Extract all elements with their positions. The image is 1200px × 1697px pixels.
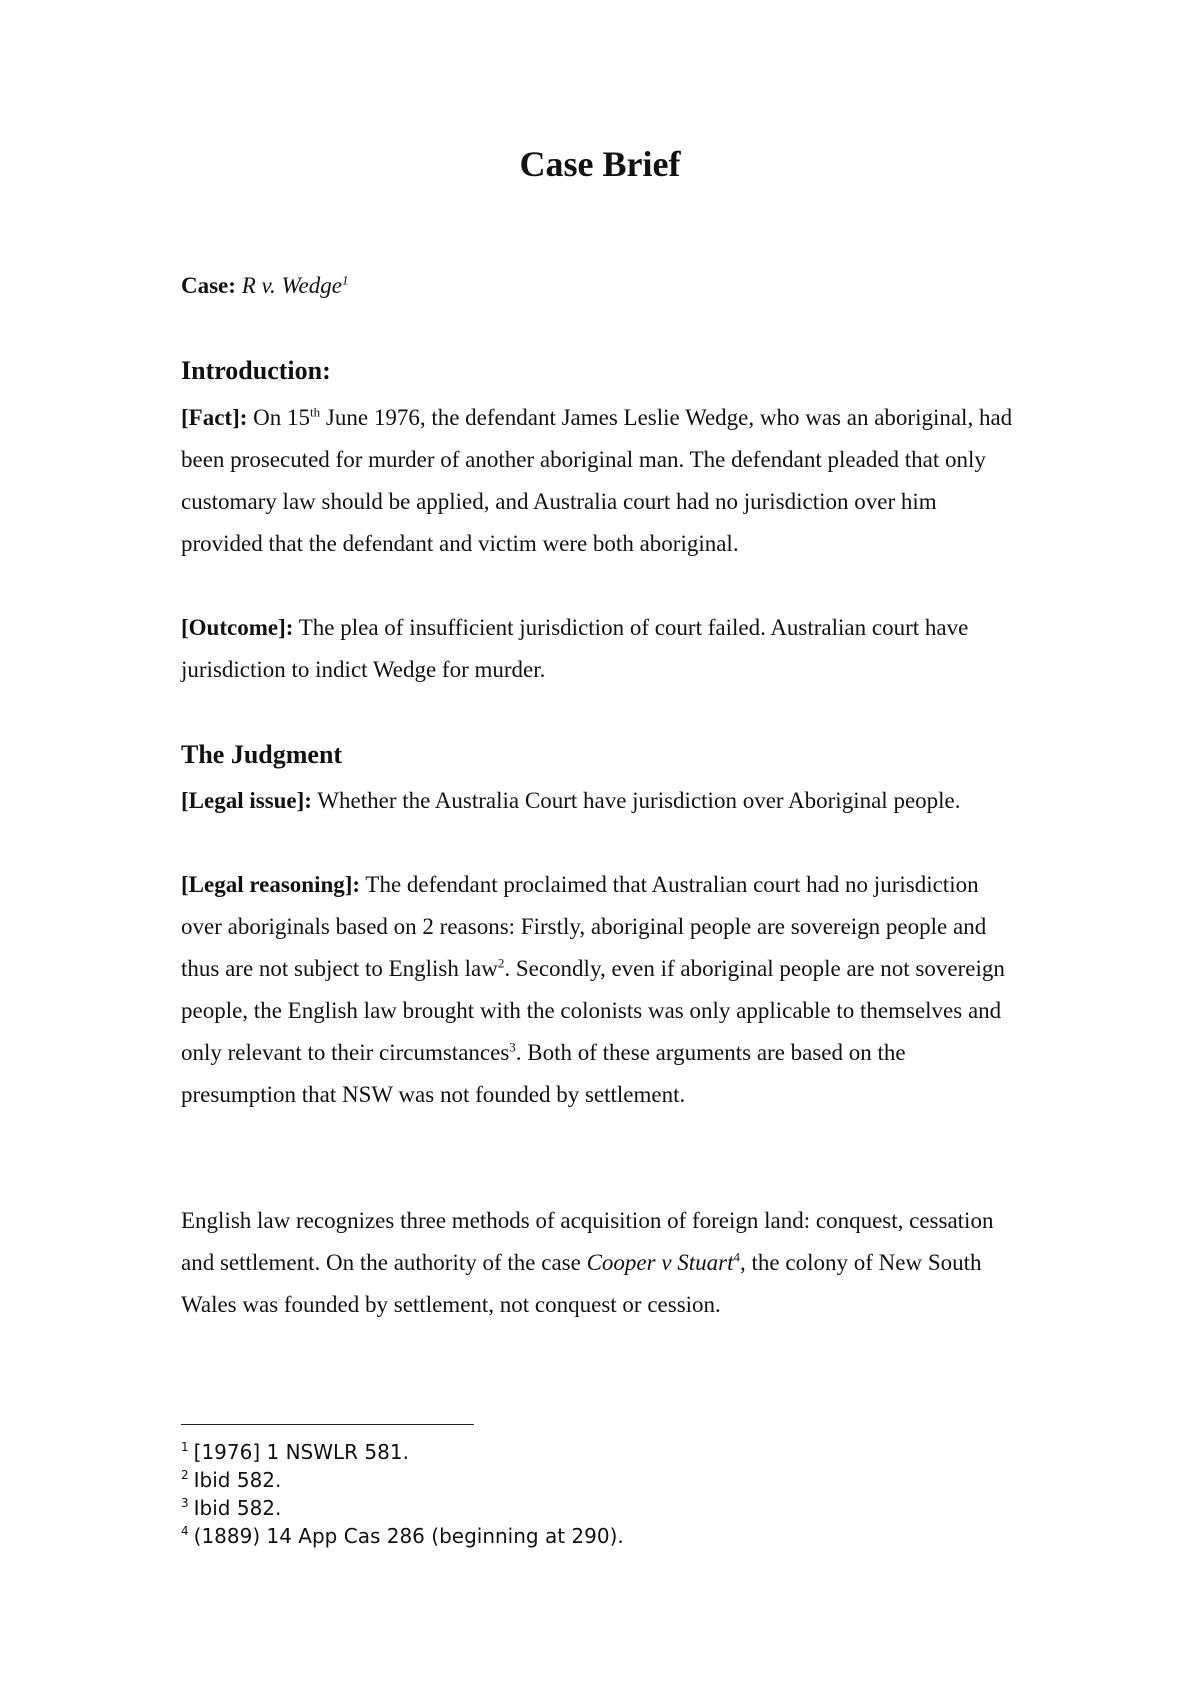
legal-issue-text: Whether the Australia Court have jurisdiction over Aboriginal people. [311,788,961,813]
case-label: Case: [181,273,236,298]
legal-reasoning-text-1: The defendant proclaimed that Australian court had no jurisdiction over aboriginals based on 2 reasons: Firstly, aboriginal people are sovereign people and thus are not subject to English law [181,872,987,981]
footnote-number: 2 [181,1468,189,1483]
case-line [181,265,1021,307]
judgment-heading: The Judgment [181,740,343,769]
footnote-4 [181,1522,624,1550]
footnote-ref-2: 2 [497,955,505,971]
fact-text-2: June 1976, the defendant James Leslie Wedge, who was an aboriginal, had been prosecuted for murder of another aboriginal man. The defendant pleaded that only customary law should be applied, and Australia court had no jurisdiction over him provided that the defendant and victim were both aboriginal. [181,405,1013,556]
footnote-text: (1889) 14 App Cas 286 (beginning at 290). [193,1524,624,1548]
outcome-paragraph [181,607,1021,691]
acquisition-paragraph [181,1200,1021,1326]
legal-issue-label: [Legal issue]: [181,788,312,813]
legal-reasoning-paragraph [181,864,1021,1116]
footnote-text: Ibid 582. [193,1496,282,1520]
footnote-ref-4: 4 [733,1249,741,1265]
footnote-ref-1: 1 [341,272,349,288]
legal-issue-paragraph [181,780,1021,822]
outcome-label: [Outcome]: [181,615,294,640]
footnote-number: 4 [181,1524,189,1539]
footnote-number: 3 [181,1496,189,1511]
introduction-heading: Introduction: [181,356,331,385]
footnote-ref-3: 3 [509,1039,516,1055]
page-title: Case Brief [519,144,681,184]
footnote-text: Ibid 582. [193,1468,282,1492]
legal-reasoning-text-3: . Both of these arguments are based on the presumption that NSW was not founded by settlement. [181,1040,906,1107]
case-name-text: R v. Wedge [241,273,342,298]
acquisition-text-1: English law recognizes three methods of acquisition of foreign land: conquest, cessation and settlement. On the authority of the case [181,1208,994,1275]
acquisition-text-2: , the colony of New South Wales was founded by settlement, not conquest or cession. [181,1250,982,1317]
fact-ordinal-sup: th [310,404,321,420]
cited-case: Cooper v Stuart [586,1250,734,1275]
fact-text-1: On 15 [247,405,311,430]
footnote-2 [181,1466,624,1494]
legal-reasoning-label: [Legal reasoning]: [181,872,361,897]
footnote-divider [181,1424,474,1425]
fact-paragraph [181,397,1021,565]
case-name [242,273,349,298]
fact-label: [Fact]: [181,405,248,430]
footnotes [181,1438,624,1550]
footnote-number: 1 [181,1440,189,1455]
legal-reasoning-text-2: . Secondly, even if aboriginal people are not sovereign people, the English law brought with the colonists was only applicable to themselves and only relevant to their circumstances [181,956,1005,1065]
footnote-1 [181,1438,624,1466]
outcome-text: The plea of insufficient jurisdiction of court failed. Australian court have jurisdiction to indict Wedge for murder. [181,615,969,682]
footnote-3 [181,1494,624,1522]
footnote-text: [1976] 1 NSWLR 581. [193,1440,409,1464]
